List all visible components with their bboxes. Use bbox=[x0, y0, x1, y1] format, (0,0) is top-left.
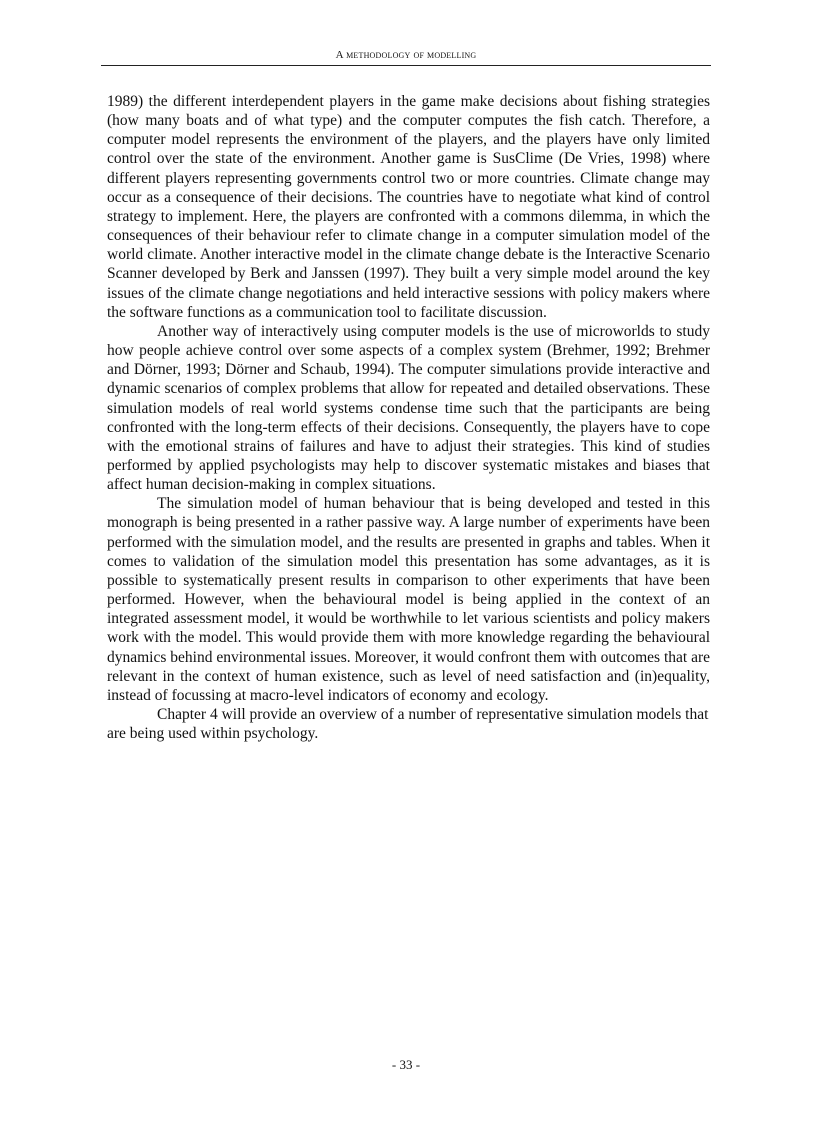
paragraph-continuation: 1989) the different interdependent players in the game make decisions about fishing strategies (how many boats and of what type) and the computer computes the fish catch. Therefore, a computer model represents the environment of the players, and the players have only limited control over the state of the environment. Another game is SusClime (De Vries, 1998) where different players representing governments control two or more countries. Climate change may occur as a consequence of their decisions. The countries have to negotiate what kind of control strategy to implement. Here, the players are confronted with a commons dilemma, in which the consequences of their behaviour refer to climate change in a computer simulation model of the world climate. Another interactive model in the climate change debate is the Interactive Scenario Scanner developed by Berk and Janssen (1997). They built a very simple model around the key issues of the climate change negotiations and held interactive sessions with policy makers where the software functions as a communication tool to facilitate discussion. bbox=[107, 93, 710, 321]
paragraph-simulation-model: The simulation model of human behaviour that is being developed and tested in this monograph is being presented in a rather passive way. A large number of experiments have been performed with the simulation model, and the results are presented in graphs and tables. When it comes to validation of the simulation model this presentation has some advantages, as it is possible to systematically present results in comparison to other experiments that have been performed. However, when the behavioural model is being applied in the context of an integrated assessment model, it would be worthwhile to let various scientists and policy makers work with the model. This would provide them with more knowledge regarding the behavioural dynamics behind environmental issues. Moreover, it would confront them with outcomes that are relevant in the context of human existence, such as level of need satisfaction and (in)equality, instead of focussing at macro-level indicators of economy and ecology. bbox=[107, 495, 710, 704]
page-number: - 33 - bbox=[391, 1057, 421, 1072]
paragraph-chapter-4: Chapter 4 will provide an overview of a number of representative simulation models that are being used within psychology. bbox=[107, 706, 709, 743]
running-header bbox=[101, 48, 711, 62]
body-text bbox=[107, 92, 710, 743]
paragraph-microworlds: Another way of interactively using computer models is the use of microworlds to study how people achieve control over some aspects of a complex system (Brehmer, 1992; Brehmer and Dörner, 1993; Dörner and Schaub, 1994). The computer simulations provide interactive and dynamic scenarios of complex problems that allow for repeated and detailed observations. These simulation models of real world systems condense time such that the participants are being confronted with the long-term effects of their decisions. Consequently, the players have to cope with the emotional strains of failures and have to adjust their strategies. This kind of studies performed by applied psychologists may help to discover systematic mistakes and biases that affect human decision-making in complex situations. bbox=[107, 322, 710, 494]
running-header-title: A methodology of modelling bbox=[335, 49, 477, 61]
header-rule bbox=[101, 65, 711, 66]
